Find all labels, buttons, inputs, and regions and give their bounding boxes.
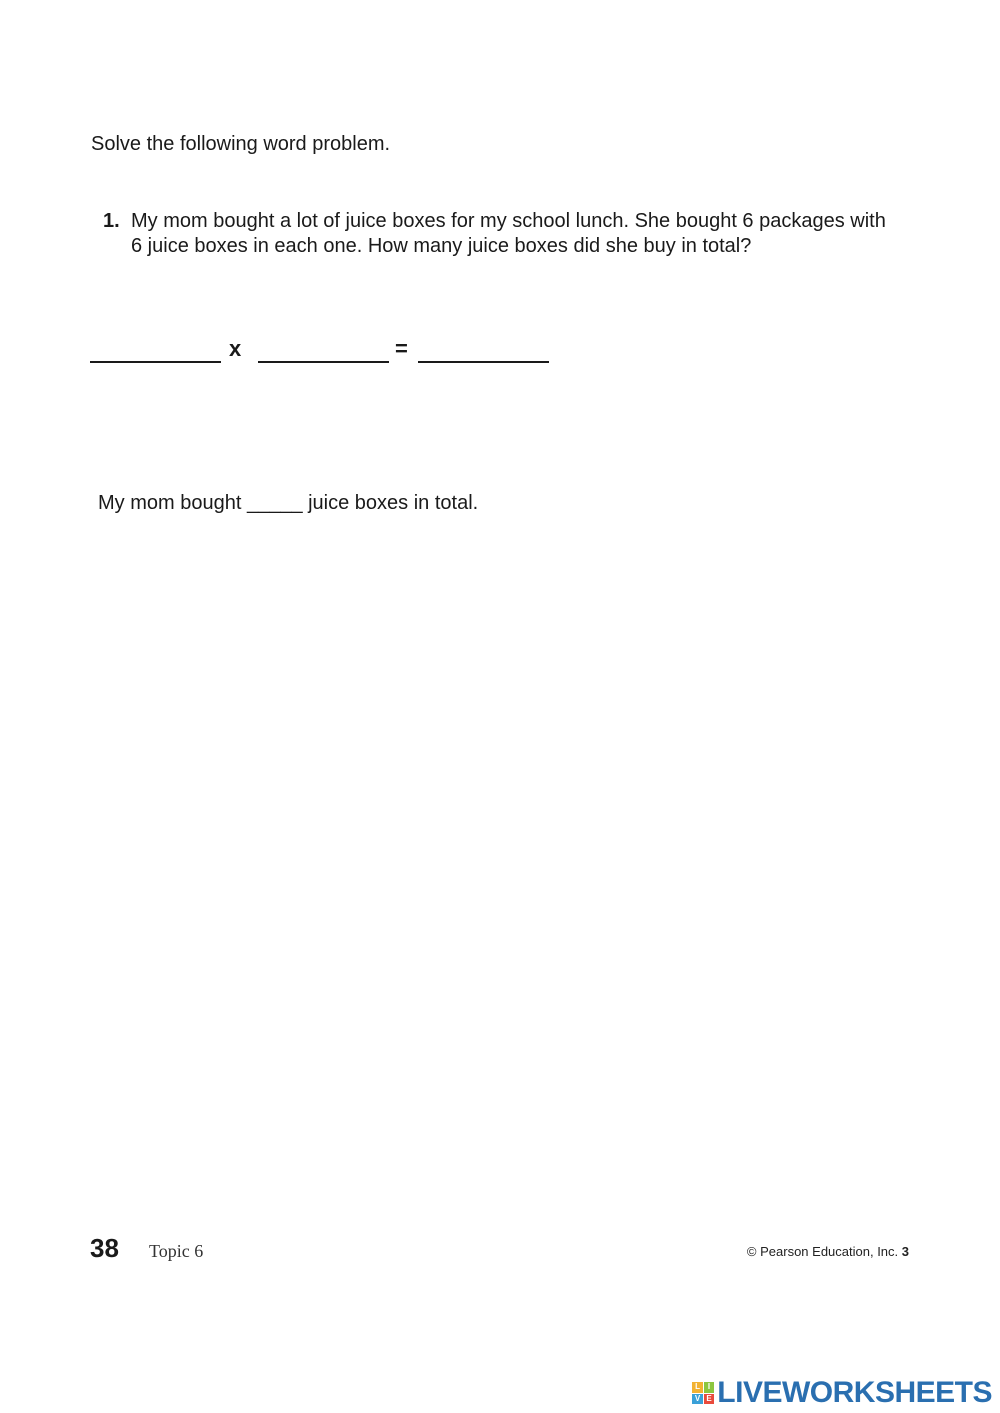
factor-2-blank[interactable] [258, 361, 389, 363]
icon-letter-v: V [692, 1394, 703, 1405]
liveworksheets-logo [692, 1376, 992, 1410]
liveworksheets-icon [692, 1382, 714, 1404]
topic-label: Topic 6 [149, 1241, 204, 1261]
multiply-sign: x [229, 336, 242, 361]
page-number: 38 [90, 1233, 119, 1263]
copyright-text: © Pearson Education, Inc. [746, 1244, 902, 1259]
grade-number: 3 [901, 1244, 909, 1259]
factor-1-blank[interactable] [90, 361, 221, 363]
icon-letter-e: E [704, 1394, 715, 1405]
answer-sentence: My mom bought _____ juice boxes in total. [98, 492, 479, 514]
liveworksheets-wordmark: LIVEWORKSHEETS [717, 1376, 992, 1409]
question-number: 1. [103, 210, 120, 232]
copyright-notice [747, 1244, 909, 1260]
icon-letter-l: L [692, 1382, 703, 1393]
equation-row [90, 332, 560, 366]
instructions-text: Solve the following word problem. [91, 133, 391, 155]
icon-letter-i: I [704, 1382, 715, 1393]
question-text: My mom bought a lot of juice boxes for my school lunch. She bought 6 packages with 6 juice boxes in each one. How many juice boxes did she buy in total? [131, 210, 886, 257]
product-blank[interactable] [418, 361, 549, 363]
equals-sign: = [395, 336, 408, 361]
